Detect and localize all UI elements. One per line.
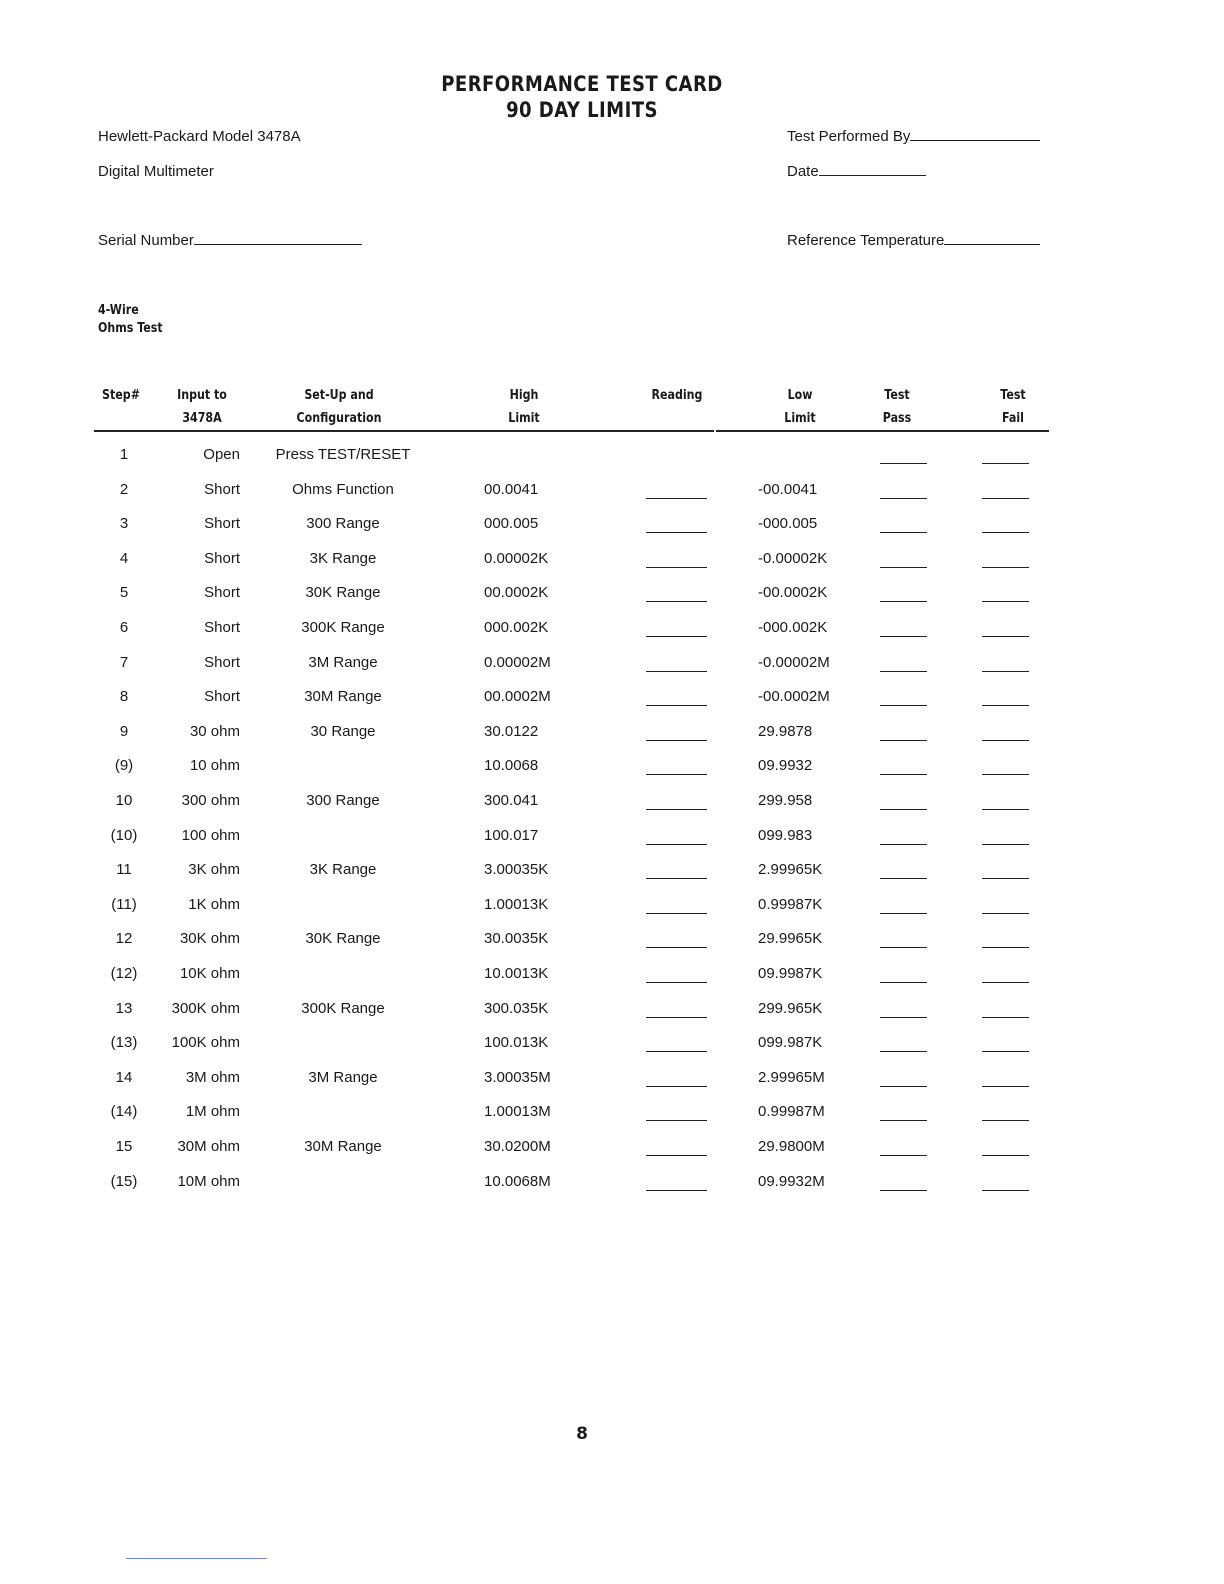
row-step: 8 — [119, 688, 129, 706]
column-header-test-fail — [990, 384, 1036, 430]
row-input: 10 ohm — [189, 757, 240, 775]
row-high-limit: 30.0200M — [484, 1138, 551, 1155]
row-low-limit: 0.99987K — [758, 895, 823, 913]
test-fail-blank[interactable] — [982, 913, 1029, 914]
test-fail-blank[interactable] — [982, 1120, 1029, 1121]
test-fail-blank[interactable] — [982, 809, 1029, 810]
row-low-limit: -0.00002K — [758, 549, 828, 567]
row-input: Short — [204, 515, 240, 533]
test-pass-blank[interactable] — [880, 705, 927, 706]
row-high-limit: 300.035K — [484, 999, 549, 1017]
reading-blank[interactable] — [646, 844, 707, 845]
row-input: 30M ohm — [177, 1138, 240, 1155]
row-low-limit: 29.9965K — [758, 930, 823, 948]
row-step: 15 — [115, 1138, 133, 1155]
row-setup: 30K Range — [305, 584, 381, 602]
row-step: 5 — [119, 584, 129, 602]
row-input: 3K ohm — [188, 861, 240, 879]
row-input: 1M ohm — [185, 1103, 240, 1121]
test-fail-blank[interactable] — [982, 498, 1029, 499]
performed-by-blank[interactable] — [910, 139, 1040, 141]
row-step: (11) — [111, 895, 137, 913]
row-setup: 3M Range — [308, 653, 378, 671]
reference-temperature-blank[interactable] — [944, 243, 1040, 245]
row-input: Short — [204, 584, 240, 602]
test-pass-blank[interactable] — [880, 1120, 927, 1121]
row-input: 1K ohm — [188, 895, 240, 913]
test-fail-blank[interactable] — [982, 844, 1029, 845]
row-high-limit: 000.005 — [484, 515, 539, 533]
row-input: 10K ohm — [179, 965, 240, 982]
column-header-low-limit — [775, 384, 826, 430]
reference-temperature-label: Reference Temperature — [787, 232, 945, 249]
test-fail-blank[interactable] — [982, 740, 1029, 741]
row-setup: 30K Range — [305, 930, 381, 948]
test-fail-blank[interactable] — [982, 567, 1029, 568]
row-step: 12 — [115, 930, 133, 948]
row-low-limit: 099.983 — [758, 826, 813, 844]
row-step: 6 — [119, 619, 129, 636]
row-low-limit: 2.99965M — [758, 1068, 825, 1086]
reading-blank[interactable] — [646, 671, 707, 672]
test-pass-blank[interactable] — [880, 636, 927, 637]
test-pass-blank[interactable] — [880, 1086, 927, 1087]
reading-blank[interactable] — [646, 498, 707, 499]
row-input: 30K ohm — [179, 930, 240, 948]
row-input: 3M ohm — [185, 1068, 240, 1086]
row-high-limit: 3.00035K — [484, 861, 549, 879]
column-header-reading-line1: Reading — [651, 388, 703, 403]
test-pass-blank[interactable] — [880, 878, 927, 879]
test-fail-blank[interactable] — [982, 774, 1029, 775]
reference-temperature-field[interactable] — [787, 232, 1040, 249]
row-setup: 300 Range — [306, 515, 380, 533]
row-input: 100 ohm — [181, 826, 240, 844]
test-fail-blank[interactable] — [982, 705, 1029, 706]
date-label: Date — [787, 163, 819, 180]
row-step: (15) — [110, 1172, 138, 1190]
column-header-step-line1: Step# — [102, 388, 140, 403]
reading-blank[interactable] — [646, 1120, 707, 1121]
reading-blank[interactable] — [646, 601, 707, 602]
reading-blank[interactable] — [646, 740, 707, 741]
row-setup: 3K Range — [309, 549, 377, 567]
column-header-reading — [646, 384, 709, 407]
column-header-fail-line2: Fail — [1002, 411, 1024, 426]
row-step: (10) — [110, 826, 138, 844]
row-high-limit: 1.00013K — [484, 895, 549, 913]
column-header-high-line1: High — [509, 388, 539, 403]
column-header-test-pass — [874, 384, 920, 430]
row-low-limit: 09.9932M — [758, 1172, 825, 1190]
row-setup: Ohms Function — [292, 480, 394, 498]
row-step: 7 — [119, 653, 129, 671]
serial-number-label: Serial Number — [98, 232, 194, 249]
row-high-limit: 10.0013K — [484, 965, 549, 982]
row-low-limit: 29.9800M — [758, 1138, 825, 1155]
row-high-limit: 30.0035K — [484, 930, 549, 948]
test-pass-blank[interactable] — [880, 1190, 927, 1191]
column-header-fail-line1: Test — [1000, 388, 1026, 403]
row-input: 300K ohm — [171, 999, 240, 1017]
row-high-limit: 0.00002K — [484, 549, 549, 567]
row-step: 3 — [119, 515, 129, 533]
reading-blank[interactable] — [646, 809, 707, 810]
row-step: 9 — [119, 722, 129, 740]
row-step: 1 — [119, 446, 129, 463]
test-fail-blank[interactable] — [982, 1155, 1029, 1156]
row-low-limit: 2.99965K — [758, 861, 823, 879]
column-header-setup-line2: Configuration — [296, 411, 382, 426]
test-pass-blank[interactable] — [880, 1155, 927, 1156]
model-label: Hewlett-Packard Model 3478A — [98, 128, 301, 145]
performed-by-label: Test Performed By — [787, 128, 911, 145]
test-pass-blank[interactable] — [880, 532, 927, 533]
row-input: Short — [204, 653, 240, 671]
row-low-limit: 299.965K — [758, 999, 823, 1017]
row-step: (9) — [114, 757, 134, 775]
date-blank[interactable] — [819, 174, 926, 176]
reading-blank[interactable] — [646, 1086, 707, 1087]
row-input: 10M ohm — [177, 1172, 240, 1190]
row-step: 4 — [119, 549, 129, 567]
row-setup: 300K Range — [301, 999, 385, 1017]
column-header-setup — [285, 384, 392, 430]
row-high-limit: 300.041 — [484, 792, 539, 809]
row-low-limit: 09.9987K — [758, 965, 823, 982]
reading-blank[interactable] — [646, 878, 707, 879]
row-high-limit: 0.00002M — [484, 653, 551, 671]
row-step: 11 — [116, 861, 132, 879]
test-pass-blank[interactable] — [880, 463, 927, 464]
row-low-limit: 0.99987M — [758, 1103, 825, 1121]
page-title: PERFORMANCE TEST CARD — [441, 72, 723, 96]
row-low-limit: -00.0041 — [758, 480, 818, 498]
row-input: Open — [203, 446, 240, 463]
header-rule-left — [94, 430, 714, 432]
test-fail-blank[interactable] — [982, 1086, 1029, 1087]
test-fail-blank[interactable] — [982, 878, 1029, 879]
row-low-limit: -00.0002K — [758, 584, 828, 602]
reading-blank[interactable] — [646, 1051, 707, 1052]
column-header-input — [166, 384, 237, 430]
row-low-limit: 299.958 — [758, 792, 813, 809]
row-step: (12) — [110, 965, 138, 982]
row-step: (14) — [110, 1103, 138, 1121]
row-step: 13 — [115, 999, 133, 1017]
test-fail-blank[interactable] — [982, 636, 1029, 637]
row-setup: 30 Range — [310, 722, 376, 740]
row-setup: 300K Range — [301, 619, 385, 636]
row-low-limit: 09.9932 — [758, 757, 813, 775]
reading-blank[interactable] — [646, 1017, 707, 1018]
row-low-limit: -00.0002M — [758, 688, 830, 706]
test-pass-blank[interactable] — [880, 844, 927, 845]
row-low-limit: 099.987K — [758, 1034, 823, 1052]
row-input: Short — [204, 688, 240, 706]
test-pass-blank[interactable] — [880, 1017, 927, 1018]
column-header-high-line2: Limit — [508, 411, 540, 426]
device-label: Digital Multimeter — [98, 163, 214, 180]
test-fail-blank[interactable] — [982, 671, 1029, 672]
test-pass-blank[interactable] — [880, 774, 927, 775]
reading-blank[interactable] — [646, 1155, 707, 1156]
reading-blank[interactable] — [646, 913, 707, 914]
test-fail-blank[interactable] — [982, 1017, 1029, 1018]
row-step: (13) — [110, 1034, 138, 1052]
row-input: Short — [204, 549, 240, 567]
reading-blank[interactable] — [646, 567, 707, 568]
date-field[interactable] — [787, 163, 926, 180]
performed-by-field[interactable] — [787, 128, 1040, 145]
test-pass-blank[interactable] — [880, 913, 927, 914]
row-input: 100K ohm — [171, 1034, 240, 1052]
page-subtitle: 90 DAY LIMITS — [506, 98, 658, 122]
row-high-limit: 10.0068 — [484, 757, 539, 775]
column-header-high-limit — [499, 384, 550, 430]
row-low-limit: 29.9878 — [758, 722, 813, 740]
test-fail-blank[interactable] — [982, 947, 1029, 948]
test-pass-blank[interactable] — [880, 601, 927, 602]
test-fail-blank[interactable] — [982, 982, 1029, 983]
row-step: 10 — [115, 792, 133, 809]
row-step: 2 — [119, 480, 129, 498]
row-setup: Press TEST/RESET — [275, 446, 411, 463]
test-fail-blank[interactable] — [982, 1190, 1029, 1191]
reading-blank[interactable] — [646, 532, 707, 533]
row-high-limit: 10.0068M — [484, 1172, 551, 1190]
section-title-line2: Ohms Test — [98, 321, 163, 336]
serial-number-blank[interactable] — [194, 243, 362, 245]
row-high-limit: 100.013K — [484, 1034, 549, 1052]
serial-number-field[interactable] — [98, 232, 362, 249]
row-low-limit: -000.005 — [758, 515, 818, 533]
column-header-step — [95, 384, 148, 407]
row-input: 30 ohm — [189, 722, 240, 740]
reading-blank[interactable] — [646, 636, 707, 637]
row-high-limit: 1.00013M — [484, 1103, 551, 1121]
reading-blank[interactable] — [646, 774, 707, 775]
column-header-pass-line2: Pass — [882, 411, 912, 426]
row-setup: 3K Range — [309, 861, 377, 879]
row-high-limit: 100.017 — [484, 826, 539, 844]
column-header-input-line1: Input to — [177, 388, 227, 403]
column-header-low-line1: Low — [787, 388, 813, 403]
test-fail-blank[interactable] — [982, 1051, 1029, 1052]
row-high-limit: 000.002K — [484, 619, 549, 636]
column-header-pass-line1: Test — [884, 388, 910, 403]
test-pass-blank[interactable] — [880, 1051, 927, 1052]
reading-blank[interactable] — [646, 1190, 707, 1191]
test-fail-blank[interactable] — [982, 601, 1029, 602]
test-pass-blank[interactable] — [880, 947, 927, 948]
footer-rule — [126, 1558, 267, 1559]
row-step: 14 — [115, 1068, 133, 1086]
column-header-input-line2: 3478A — [182, 411, 222, 426]
reading-blank[interactable] — [646, 705, 707, 706]
test-pass-blank[interactable] — [880, 809, 927, 810]
row-setup: 30M Range — [304, 1138, 382, 1155]
section-title-line1: 4-Wire — [98, 303, 139, 318]
reading-blank[interactable] — [646, 947, 707, 948]
test-pass-blank[interactable] — [880, 671, 927, 672]
test-fail-blank[interactable] — [982, 532, 1029, 533]
test-fail-blank[interactable] — [982, 463, 1029, 464]
row-high-limit: 30.0122 — [484, 722, 539, 740]
row-setup: 30M Range — [304, 688, 382, 706]
column-header-low-line2: Limit — [784, 411, 816, 426]
test-pass-blank[interactable] — [880, 740, 927, 741]
row-low-limit: -000.002K — [758, 619, 828, 636]
test-pass-blank[interactable] — [880, 982, 927, 983]
row-high-limit: 00.0002M — [484, 688, 551, 706]
row-low-limit: -0.00002M — [758, 653, 830, 671]
reading-blank[interactable] — [646, 982, 707, 983]
row-setup: 300 Range — [306, 792, 380, 809]
row-input: Short — [204, 619, 240, 636]
column-header-setup-line1: Set-Up and — [304, 388, 374, 403]
section-title — [98, 302, 163, 338]
row-input: 300 ohm — [181, 792, 240, 809]
row-high-limit: 00.0002K — [484, 584, 549, 602]
row-high-limit: 00.0041 — [484, 480, 539, 498]
page-number: 8 — [576, 1424, 588, 1444]
row-input: Short — [204, 480, 240, 498]
row-high-limit: 3.00035M — [484, 1068, 551, 1086]
test-pass-blank[interactable] — [880, 498, 927, 499]
test-pass-blank[interactable] — [880, 567, 927, 568]
row-setup: 3M Range — [308, 1068, 378, 1086]
header-rule-right — [716, 430, 1049, 432]
